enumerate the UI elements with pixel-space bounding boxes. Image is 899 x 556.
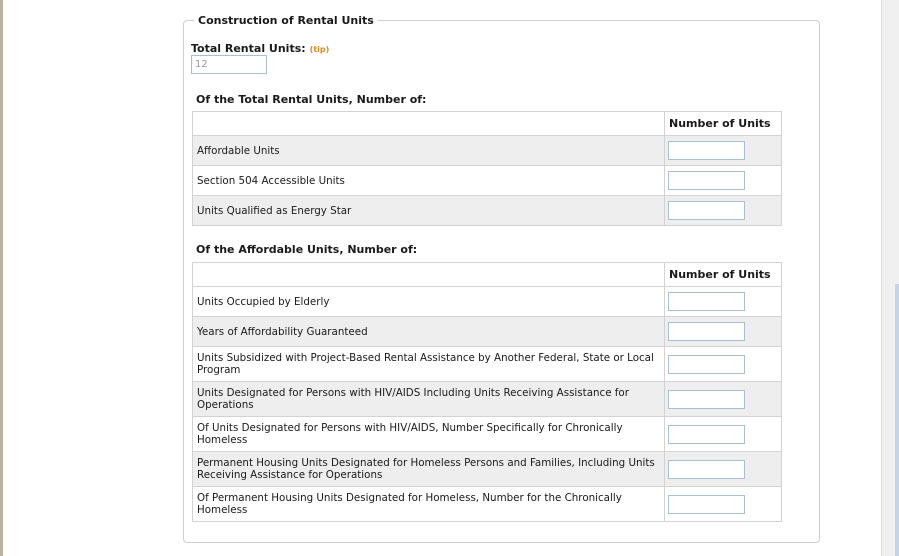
table-row [193,136,782,166]
number-of-units-header: Number of Units [665,112,782,136]
table-row [193,452,782,487]
table-row [193,347,782,382]
row-label: Of Units Designated for Persons with HIV/AIDS, Number Specifically for Chronically Homeless [193,417,665,452]
affordable-units-table [192,262,782,522]
total-units-heading: Of the Total Rental Units, Number of: [196,93,427,106]
row-label: Units Occupied by Elderly [193,287,665,317]
row-label: Years of Affordability Guaranteed [193,317,665,347]
total-rental-units-label [191,42,329,55]
row-label: Units Subsidized with Project-Based Rental Assistance by Another Federal, State or Local Program [193,347,665,382]
row-label: Permanent Housing Units Designated for Homeless Persons and Families, Including Units Receiving Assistance for Operations [193,452,665,487]
total-rental-units-text: Total Rental Units: [191,42,306,55]
row-label: Affordable Units [193,136,665,166]
table-header-row [193,263,782,287]
project-based-assistance-input[interactable] [668,355,745,374]
row-label: Units Qualified as Energy Star [193,196,665,226]
permanent-homeless-units-input[interactable] [668,460,745,479]
table-row [193,417,782,452]
years-affordability-input[interactable] [668,322,745,341]
row-label: Units Designated for Persons with HIV/AIDS Including Units Receiving Assistance for Operations [193,382,665,417]
empty-header-cell [193,112,665,136]
total-units-table [192,111,782,226]
table-row [193,196,782,226]
number-of-units-header: Number of Units [665,263,782,287]
section-504-accessible-input[interactable] [668,171,745,190]
table-header-row [193,112,782,136]
window-left-edge [0,0,3,556]
affordable-units-input[interactable] [668,141,745,160]
section-legend: Construction of Rental Units [198,14,374,27]
hiv-aids-chronic-homeless-input[interactable] [668,425,745,444]
energy-star-units-input[interactable] [668,201,745,220]
hiv-aids-units-input[interactable] [668,390,745,409]
row-label: Of Permanent Housing Units Designated for Homeless, Number for the Chronically Homeless [193,487,665,522]
total-rental-units-input[interactable] [191,55,267,74]
row-label: Section 504 Accessible Units [193,166,665,196]
tip-link[interactable]: (tip) [309,45,330,54]
scrollbar-thumb[interactable] [895,284,899,556]
table-row [193,487,782,522]
table-row [193,166,782,196]
table-row [193,287,782,317]
table-row [193,317,782,347]
units-occupied-elderly-input[interactable] [668,292,745,311]
affordable-units-heading: Of the Affordable Units, Number of: [196,243,418,256]
empty-header-cell [193,263,665,287]
table-row [193,382,782,417]
permanent-chronic-homeless-input[interactable] [668,495,745,514]
